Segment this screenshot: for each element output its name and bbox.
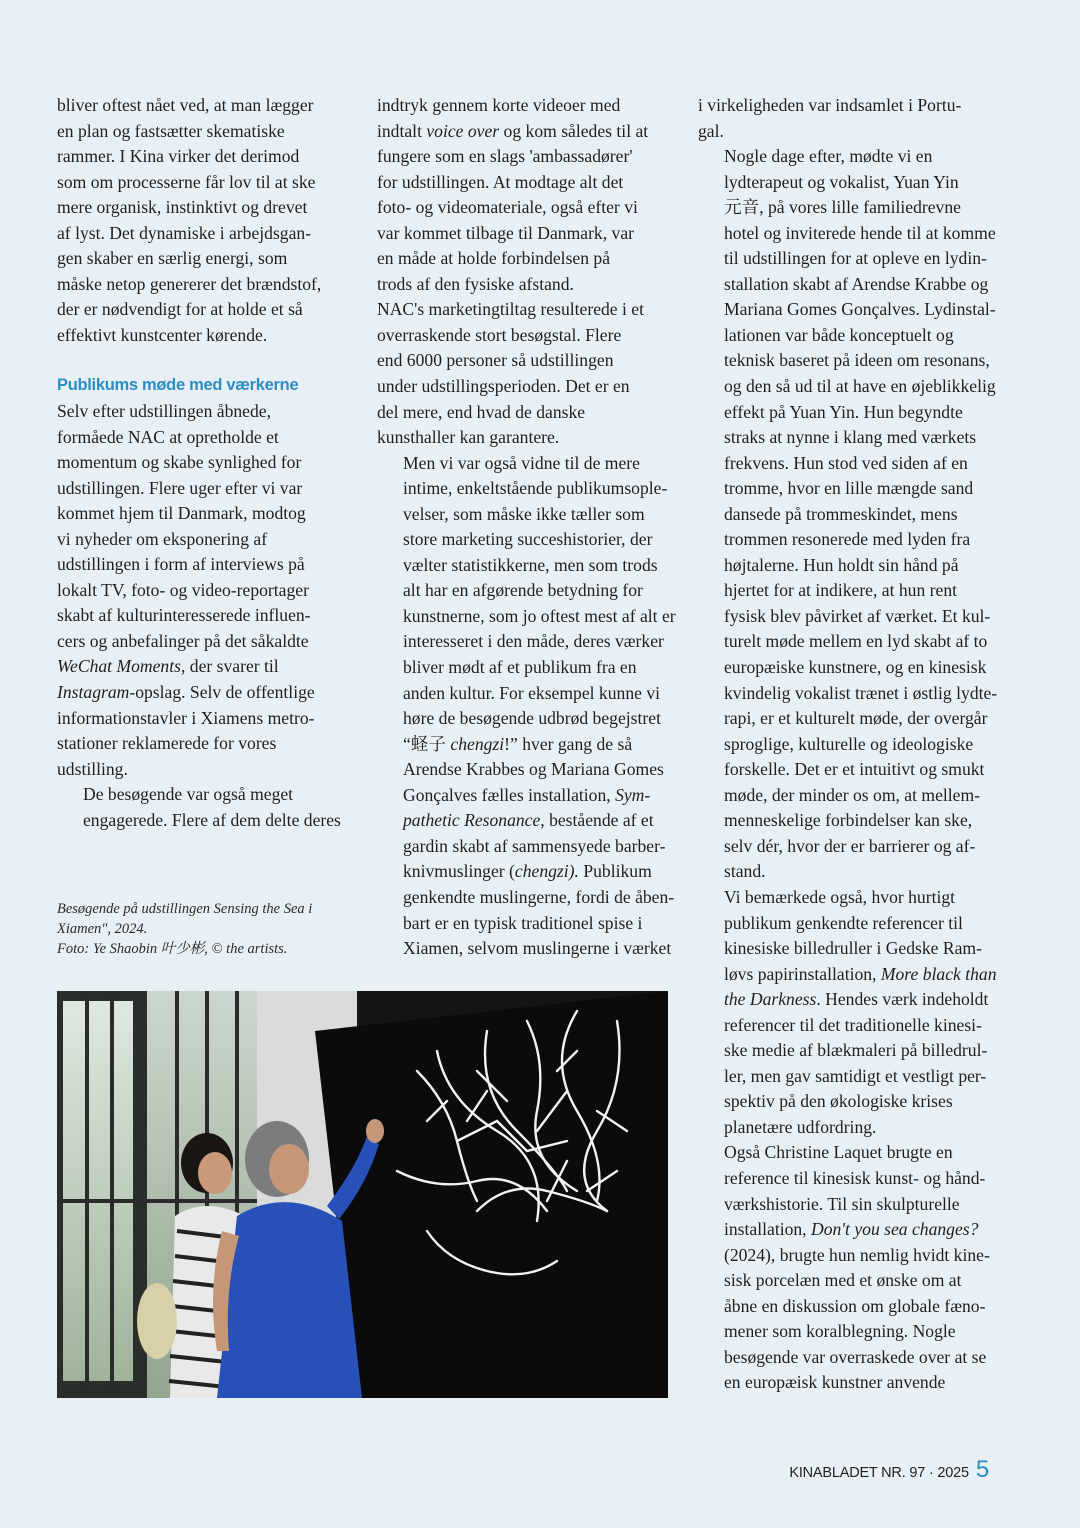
text-line: i virkeligheden var indsamlet i Portu- bbox=[698, 95, 962, 115]
paragraph: indtryk gennem korte videoer med indtalt voice over og kom således til at fungere som en slags 'ambassadører' for udstillingen. At modtage alt det foto- og videomateriale, også efter vi var kommet tilbage til Danmark, var en måde at holde forbindelsen på trods af den fysiske afstand. bbox=[377, 93, 669, 297]
section-heading: Publikums møde med værkerne bbox=[57, 376, 299, 395]
text-line: udstillingen i form af interviews på bbox=[57, 554, 305, 575]
paragraph bbox=[698, 93, 990, 144]
text-line: lydterapeut og vokalist, Yuan Yin bbox=[724, 171, 959, 192]
text-line: hjertet for at indikere, at hun rent bbox=[724, 580, 958, 601]
text-line: forskelle. Det er et intuitivt og smukt bbox=[724, 759, 985, 780]
text-line: sproglige, kulturelle og ideologiske bbox=[724, 733, 974, 754]
text-line: kinesiske billedruller i Gedske Ram- bbox=[724, 938, 982, 959]
text-line: var kommet tilbage til Danmark, var bbox=[377, 222, 634, 243]
text-line: stationer reklamerede for vores bbox=[57, 733, 277, 754]
magazine-issue: KINABLADET NR. 97 · 2025 bbox=[789, 1465, 969, 1481]
text-line: stand. bbox=[724, 861, 766, 882]
text-line: momentum og skabe synlighed for bbox=[57, 452, 302, 473]
text-line: del mere, end hvad de danske bbox=[377, 401, 586, 422]
text-line: vælter statistikkerne, men som trods bbox=[403, 554, 658, 575]
paragraph bbox=[57, 782, 349, 833]
exhibition-photo bbox=[57, 991, 668, 1398]
text-line: anden kultur. For eksempel kunne vi bbox=[403, 682, 661, 703]
text-line: planetære udfordring. bbox=[724, 1116, 877, 1137]
text-line: menneskelige forbindelser kan ske, bbox=[724, 810, 973, 831]
text-line: under udstillingsperioden. Det er en bbox=[377, 376, 630, 397]
photo-caption: Besøgende på udstillingen Sensing the Sea i Xiamen", 2024. Foto: Ye Shaobin 叶少彬, © the artists. bbox=[57, 901, 313, 957]
text-line: udstilling. bbox=[57, 758, 128, 779]
paragraph: Selv efter udstillingen åbnede, formåede NAC at opretholde et momentum og skabe synlighed for udstillingen. Flere uger efter vi var kommet hjem til Danmark, modtog vi nyheder om eksponering af udstillingen i form af interviews på lokalt TV, foto- og video-reportager skabt af kulturinteresserede influen- cers og anbefalinger på det såkaldte WeChat Moments, der svarer til Instagram-opslag. Selv de offentlige informationstavler i Xiamens metro- stationer reklamerede for vores udstilling. bbox=[57, 399, 349, 782]
text-line: De besøgende var også meget bbox=[83, 784, 294, 805]
text-line: publikum genkendte referencer til bbox=[724, 912, 963, 933]
text-line: en plan og fastsætter skematiske bbox=[57, 120, 285, 141]
text-line: alt har en afgørende betydning for bbox=[403, 580, 643, 601]
text-line: der er nødvendigt for at holde et så bbox=[57, 299, 303, 320]
text-line: straks at nynne i klang med værkets bbox=[724, 427, 977, 448]
text-line: og den så ud til at have en øjeblikkelig bbox=[724, 376, 996, 397]
text-line: cers og anbefalinger på det såkaldte bbox=[57, 630, 309, 651]
text-line: reference til kinesisk kunst- og hånd- bbox=[724, 1167, 986, 1188]
text-line: NAC's marketingtiltag resulterede i et bbox=[377, 299, 644, 320]
text-line: højtalerne. Hun holdt sin hånd på bbox=[724, 554, 959, 575]
text-line: formåede NAC at opretholde et bbox=[57, 426, 279, 447]
text-line: gen skaber en særlig energi, som bbox=[57, 248, 288, 269]
text-line: vi nyheder om eksponering af bbox=[57, 528, 268, 549]
column-2 bbox=[377, 93, 676, 962]
text-line: stallation skabt af Arendse Krabbe og bbox=[724, 273, 989, 294]
text-line: kommet hjem til Danmark, modtog bbox=[57, 503, 306, 524]
photo-illustration bbox=[57, 991, 668, 1398]
text-line: lationen var både konceptuelt og bbox=[724, 324, 954, 345]
paragraph bbox=[698, 144, 998, 885]
text-line: spektiv på den økologiske krises bbox=[724, 1091, 953, 1112]
text-line: måske netop genererer det brændstof, bbox=[57, 273, 322, 294]
text-line: åbne en diskussion om globale fæno- bbox=[724, 1295, 986, 1316]
text-line: sisk porcelæn med et ønske om at bbox=[724, 1270, 962, 1291]
text-line: værkshistorie. Til sin skulpturelle bbox=[724, 1193, 960, 1214]
text-line: udstillingen. Flere uger efter vi var bbox=[57, 477, 303, 498]
paragraph bbox=[377, 297, 669, 450]
text-line: til udstillingen for at opleve en lydin- bbox=[724, 248, 987, 269]
text-line: (2024), brugte hun nemlig hvidt kine- bbox=[724, 1244, 990, 1265]
page-footer bbox=[789, 1456, 989, 1484]
paragraph bbox=[57, 93, 349, 348]
text-line: mere organisk, instinktivt og drevet bbox=[57, 197, 308, 218]
text-line: trommen resonerede med lyden fra bbox=[724, 529, 971, 550]
text-line: ske medie af blækmaleri på billedrul- bbox=[724, 1040, 988, 1061]
text-line: rapi, er et kulturelt møde, der overgår bbox=[724, 708, 988, 729]
text-line: informationstavler i Xiamens metro- bbox=[57, 707, 315, 728]
text-line: intime, enkeltstående publikumsople- bbox=[403, 478, 668, 499]
text-line: tromme, hvor en lille mængde sand bbox=[724, 478, 974, 499]
text-line: kunsthaller kan garantere. bbox=[377, 427, 560, 448]
text-line: Men vi var også vidne til de mere bbox=[403, 452, 640, 473]
paragraph: Men vi var også vidne til de mere intime, enkeltstående publikumsople- velser, som måske ikke tæller som store marketing succeshistorier, der vælter statistikkerne, men som trods alt har en afgørende betydning for kunstnerne, som jo oftest mest af alt er interesseret i den måde, deres værker bliver mødt af et publikum fra en anden kultur. For eksempel kunne vi høre de besøgende udbrød begejstret “蛏子 chengzi!” hver gang de så Arendse Krabbes og Mariana Gomes Gonçalves fælles installation, Sym- pathetic Resonance, bestående af et gardin skabt af sammensyede barber- knivmuslinger (chengzi). Publikum genkendte muslingerne, fordi de åben- bart er en typisk traditionel spise i Xiamen, selvom muslingerne i værket bbox=[377, 451, 669, 962]
text-line: Xiamen, selvom muslingerne i værket bbox=[403, 938, 672, 959]
text-line: en måde at holde forbindelsen på bbox=[377, 248, 611, 269]
text-line: europæiske kunstnere, og en kinesisk bbox=[724, 657, 987, 678]
text-line: lokalt TV, foto- og video-reportager bbox=[57, 579, 309, 600]
text-line: interesseret i den måde, deres værker bbox=[403, 631, 664, 652]
text-line: foto- og videomateriale, også efter vi bbox=[377, 197, 638, 218]
text-line: fungere som en slags 'ambassadører' bbox=[377, 146, 633, 167]
text-line: teknisk baseret på ideen om resonans, bbox=[724, 350, 990, 371]
column-1 bbox=[57, 93, 349, 833]
text-line: mener som koralblegning. Nogle bbox=[724, 1321, 956, 1342]
text-line: bart er en typisk traditionel spise i bbox=[403, 912, 643, 933]
text-line: for udstillingen. At modtage alt det bbox=[377, 171, 624, 192]
text-line: 元音, på vores lille familiedrevne bbox=[724, 197, 961, 218]
text-line: Nogle dage efter, mødte vi en bbox=[724, 146, 933, 167]
text-line: engagerede. Flere af dem delte deres bbox=[83, 809, 341, 830]
text-line: frekvens. Hun stod ved siden af en bbox=[724, 452, 968, 473]
paragraph: Også Christine Laquet brugte en reference til kinesisk kunst- og hånd- værkshistorie. Til sin skulpturelle installation, Don't you sea changes? (2024), brugte hun nemlig hvidt kine- sisk porcelæn med et ønske om at åbne en diskussion om globale fæno- mener som koralblegning. Nogle besøgende var overraskede over at se en europæisk kunstner anvende bbox=[698, 1140, 990, 1395]
paragraph: Vi bemærkede også, hvor hurtigt publikum genkendte referencer til kinesiske billedruller i Gedske Ram- løvs papirinstallation, More black than the Darkness. Hendes værk indeholdt referencer til det traditionelle kinesi- ske medie af blækmaleri på billedrul- ler, men gav samtidigt et vestligt per- spektiv på den økologiske krises planetære udfordring. bbox=[698, 885, 990, 1140]
text-line: møde, der minder os om, at mellem- bbox=[724, 784, 981, 805]
text-line: trods af den fysiske afstand. bbox=[377, 273, 574, 294]
text-line: dansede på trommeskindet, mens bbox=[724, 503, 958, 524]
text-line: selv dér, hvor der er barrierer og af- bbox=[724, 835, 976, 856]
text-line: skabt af kulturinteresserede influen- bbox=[57, 605, 311, 626]
text-line: effekt på Yuan Yin. Hun begyndte bbox=[724, 401, 963, 422]
text-line: bliver mødt af et publikum fra en bbox=[403, 657, 637, 678]
text-line: genkendte muslingerne, fordi de åben- bbox=[403, 886, 675, 907]
text-line: store marketing succeshistorier, der bbox=[403, 529, 653, 550]
text-line: velser, som måske ikke tæller som bbox=[403, 503, 645, 524]
text-line: Også Christine Laquet brugte en bbox=[724, 1142, 953, 1163]
text-line: af lyst. Det dynamiske i arbejdsgan- bbox=[57, 222, 312, 243]
text-line: gal. bbox=[698, 120, 724, 141]
text-line: Selv efter udstillingen åbnede, bbox=[57, 401, 271, 422]
text-line: høre de besøgende udbrød begejstret bbox=[403, 708, 661, 729]
text-line: referencer til det traditionelle kinesi- bbox=[724, 1014, 982, 1035]
column-3 bbox=[698, 93, 998, 1396]
text-line: fysisk blev påvirket af værket. Et kul- bbox=[724, 605, 991, 626]
text-line: en europæisk kunstner anvende bbox=[724, 1372, 946, 1393]
text-line: kvindelig vokalist trænet i østlig lydte- bbox=[724, 682, 998, 703]
text-line: hotel og inviterede hende til at komme bbox=[724, 222, 996, 243]
text-line: overraskende stort besøgstal. Flere bbox=[377, 324, 622, 345]
text-line: kunstnerne, som jo oftest mest af alt er bbox=[403, 605, 676, 626]
text-line: Mariana Gomes Gonçalves. Lydinstal- bbox=[724, 299, 996, 320]
text-line: bliver oftest nået ved, at man lægger bbox=[57, 95, 314, 115]
page-number: 5 bbox=[975, 1456, 989, 1483]
text-line: rammer. I Kina virker det derimod bbox=[57, 146, 300, 167]
text-line: besøgende var overraskede over at se bbox=[724, 1346, 987, 1367]
text-line: som om processerne får lov til at ske bbox=[57, 171, 316, 192]
text-line: effektivt kunstcenter kørende. bbox=[57, 324, 268, 345]
text-line: end 6000 personer så udstillingen bbox=[377, 350, 614, 371]
text-line: Vi bemærkede også, hvor hurtigt bbox=[724, 886, 956, 907]
text-line: ler, men gav samtidigt et vestligt per- bbox=[724, 1065, 987, 1086]
text-line: turelt møde mellem en lyd skabt af to bbox=[724, 631, 988, 652]
